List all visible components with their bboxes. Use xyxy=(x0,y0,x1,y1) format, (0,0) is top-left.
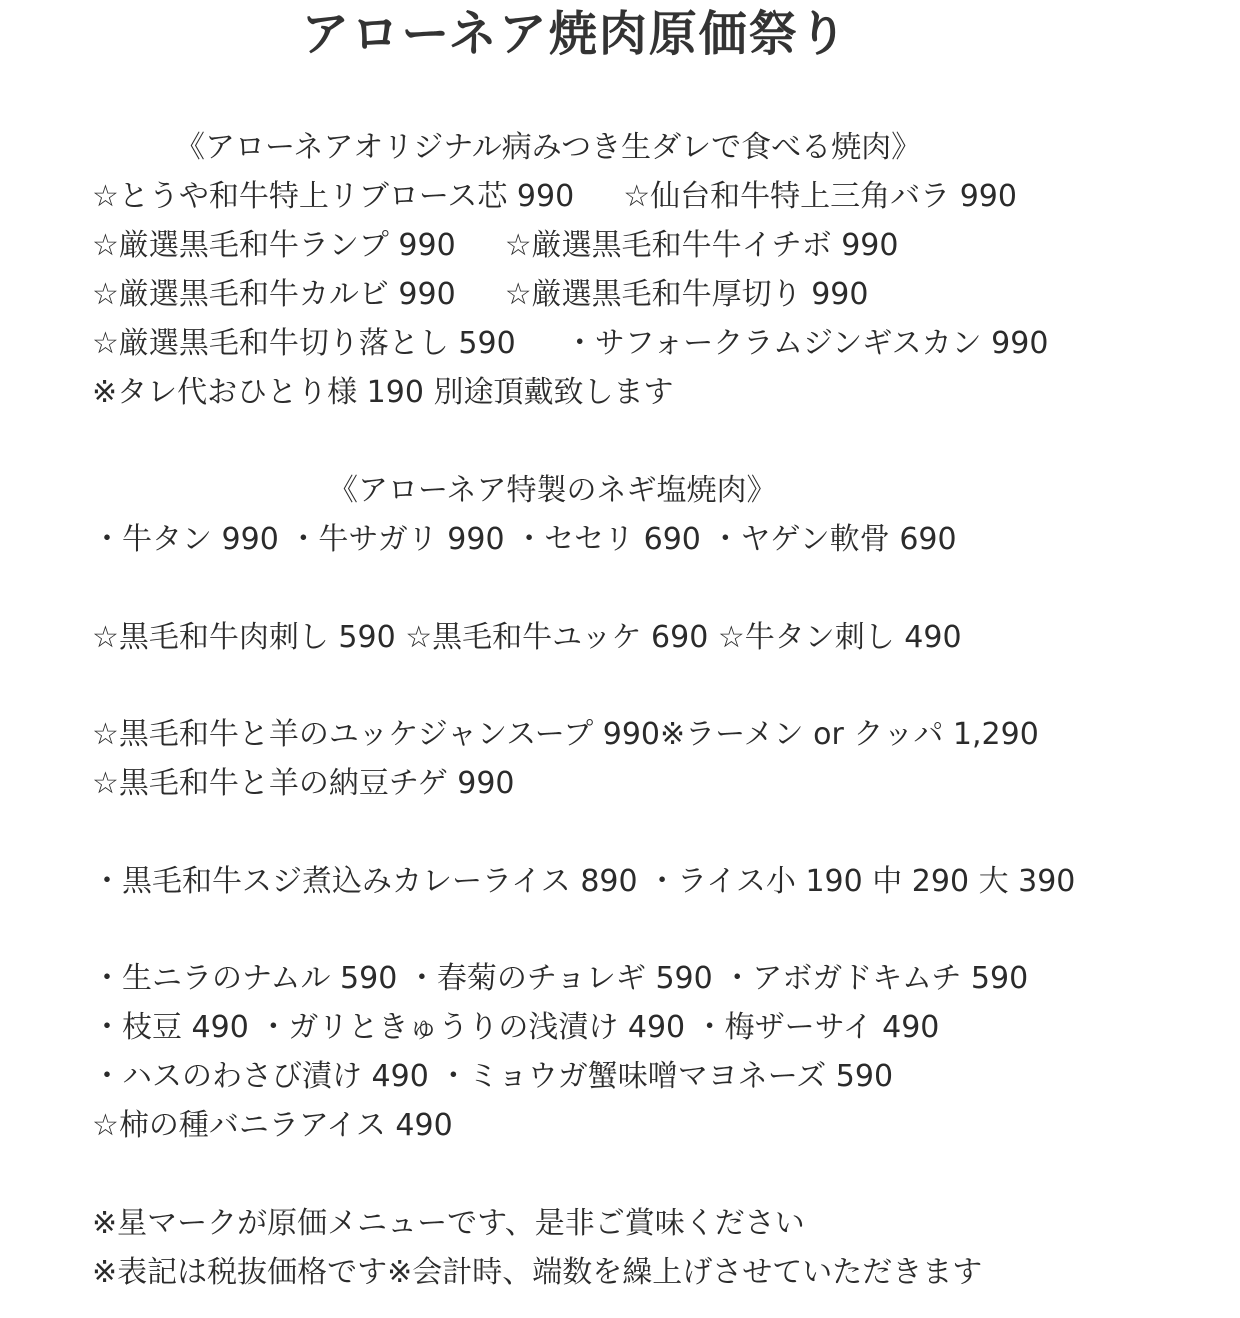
section-heading-negi: 《アローネア特製のネギ塩焼肉》 xyxy=(328,473,777,508)
menu-line: ☆厳選黒毛和牛切り落とし 590 ・サフォークラムジンギスカン 990 xyxy=(92,326,1049,361)
menu-line: ・ハスのわさび漬け 490 ・ミョウガ蟹味噌マヨネーズ 590 xyxy=(92,1059,894,1094)
menu-line: ・黒毛和牛スジ煮込みカレーライス 890 ・ライス小 190 中 290 大 390 xyxy=(92,864,1076,899)
menu-line: ☆とうや和牛特上リブロース芯 990 ☆仙台和牛特上三角バラ 990 xyxy=(92,179,1017,214)
section-heading-tare: 《アローネアオリジナル病みつき生ダレで食べる焼肉》 xyxy=(175,130,922,165)
menu-line: ☆厳選黒毛和牛ランプ 990 ☆厳選黒毛和牛牛イチボ 990 xyxy=(92,228,899,263)
menu-line: ☆黒毛和牛と羊の納豆チゲ 990 xyxy=(92,766,515,801)
menu-line: ・枝豆 490 ・ガリときゅうりの浅漬け 490 ・梅ザーサイ 490 xyxy=(92,1010,940,1045)
page-title: アローネア焼肉原価祭り xyxy=(301,6,849,62)
tare-note: ※タレ代おひとり様 190 別途頂戴致します xyxy=(92,375,674,410)
footnote: ※表記は税抜価格です※会計時、端数を繰上げさせていただきます xyxy=(92,1255,983,1290)
menu-line: ☆黒毛和牛肉刺し 590 ☆黒毛和牛ユッケ 690 ☆牛タン刺し 490 xyxy=(92,620,962,655)
menu-line: ☆柿の種バニラアイス 490 xyxy=(92,1108,453,1143)
menu-line: ・牛タン 990 ・牛サガリ 990 ・セセリ 690 ・ヤゲン軟骨 690 xyxy=(92,522,957,557)
menu-line: ☆黒毛和牛と羊のユッケジャンスープ 990※ラーメン or クッパ 1,290 xyxy=(92,717,1039,752)
menu-line: ☆厳選黒毛和牛カルビ 990 ☆厳選黒毛和牛厚切り 990 xyxy=(92,277,869,312)
menu-line: ・生ニラのナムル 590 ・春菊のチョレギ 590 ・アボガドキムチ 590 xyxy=(92,961,1029,996)
footnote: ※星マークが原価メニューです、是非ご賞味ください xyxy=(92,1206,805,1241)
